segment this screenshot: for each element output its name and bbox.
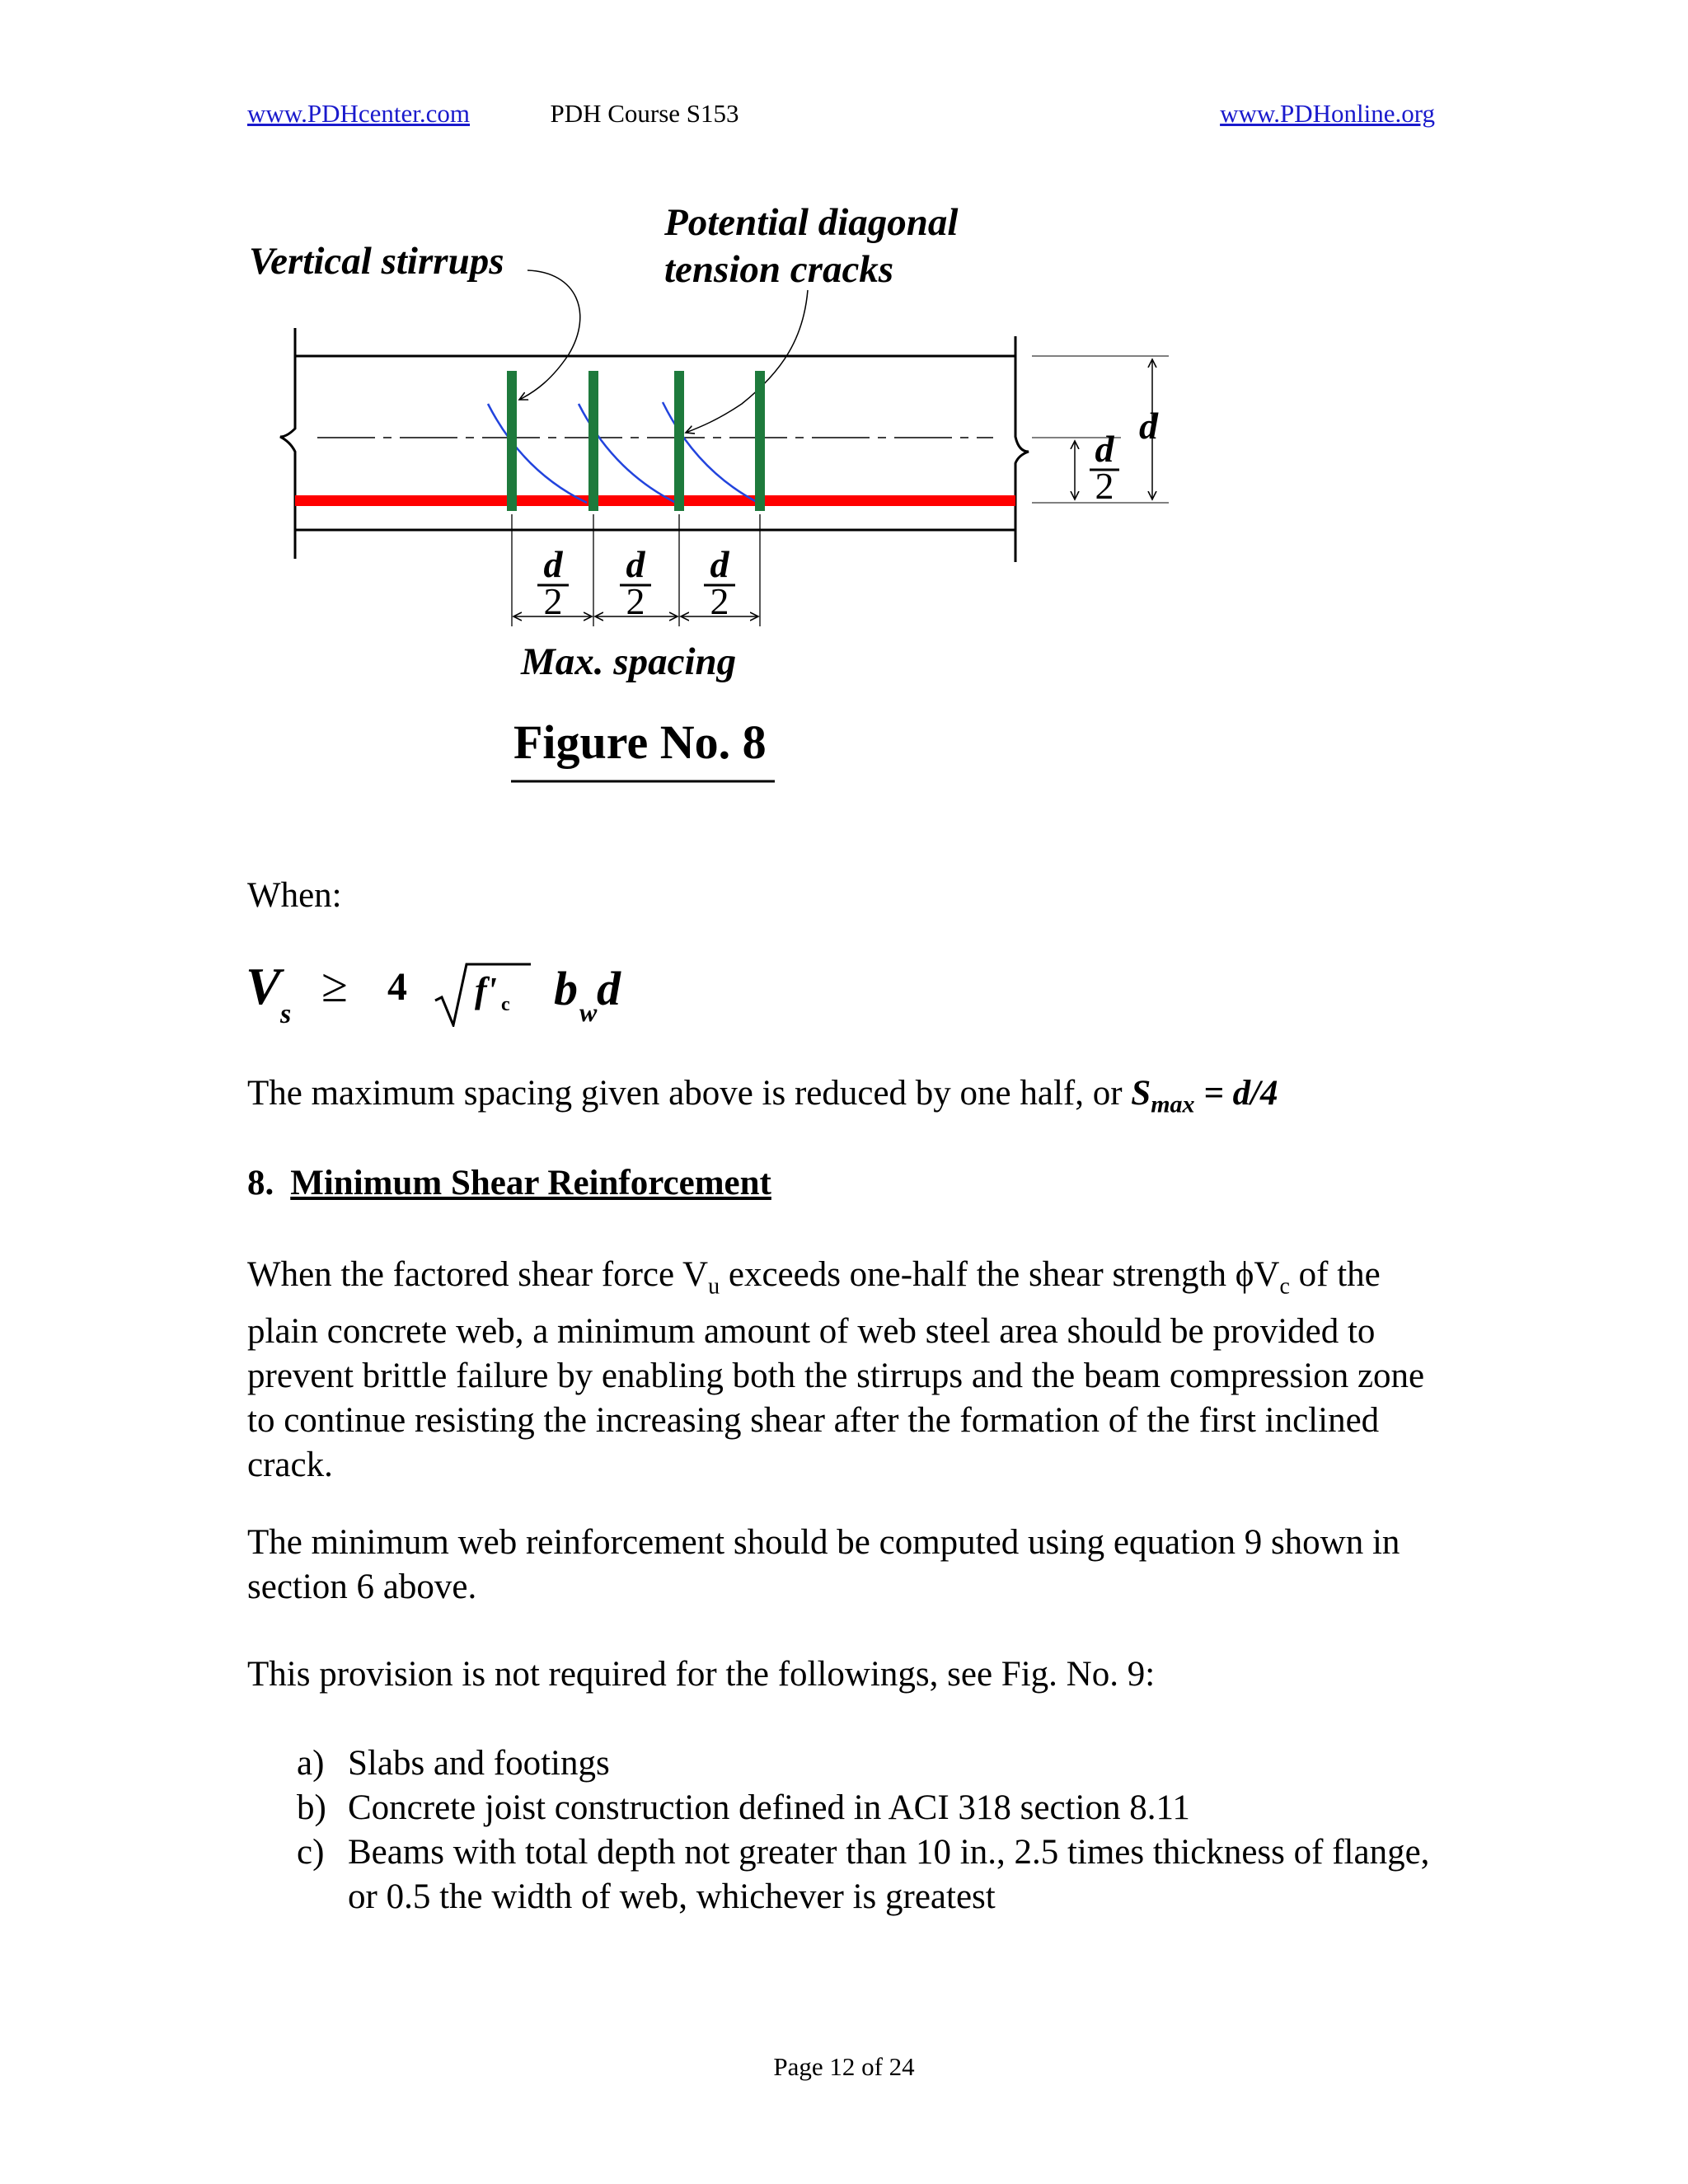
- formula-c-sub: c: [501, 994, 510, 1015]
- list-item: b) Concrete joist construction defined in ACI 318 section 8.11: [297, 1788, 1190, 1827]
- stirrup-2: [588, 371, 598, 511]
- beam-left-break: [280, 328, 295, 559]
- figure-caption: Figure No. 8: [513, 715, 767, 769]
- header-course-title: PDH Course S153: [550, 99, 739, 128]
- formula-V: V: [246, 957, 281, 1015]
- smax-rest: = d/4: [1194, 1074, 1278, 1113]
- spacing-frac-3-num: d: [710, 543, 729, 585]
- depth-frac-num: d: [1095, 428, 1114, 470]
- beam-right-break: [1015, 336, 1029, 562]
- leader-cracks: [686, 290, 808, 433]
- formula-b: b: [554, 962, 578, 1015]
- formula-four: 4: [387, 965, 407, 1009]
- crack-1: [488, 404, 587, 503]
- label-max-spacing: Max. spacing: [521, 640, 737, 683]
- formula-s: s: [280, 999, 292, 1029]
- depth-label-d: d: [1139, 405, 1158, 447]
- max-spacing-paragraph: The maximum spacing given above is reduced by one half, or $S_{max} = d/4$: [247, 1074, 1278, 1118]
- formula-d: d: [597, 962, 621, 1015]
- leader-stirrups: [519, 270, 580, 400]
- smax-S: S: [1131, 1074, 1151, 1113]
- spacing-frac-1-num: d: [543, 543, 563, 585]
- list-item: c) Beams with total depth not greater than 10 in., 2.5 times thickness of flange, or 0.5 the width of web, whichever is greatest: [297, 1833, 1430, 1916]
- smax-sub: max: [1151, 1090, 1195, 1118]
- list-item: a) Slabs and footings: [297, 1744, 610, 1783]
- shear-formula: [246, 956, 740, 1047]
- spacing-frac-1-den: 2: [543, 580, 563, 622]
- paragraph-min-web: The minimum web reinforcement should be computed using equation 9 shown in section 6 above.: [247, 1523, 1400, 1606]
- paragraph-shear-force: When the factored shear force $V_u$ exceeds one-half the shear strength $\phi V_c$ of the plain concrete web, a minimum amount of web steel area should be provided to prevent brittle failure by enabling both the stirrups and the beam compression zone to continue resisting the increasing shear after the formation of the first inclined crack.: [247, 1255, 1425, 1484]
- exceptions-list: [297, 1741, 1467, 1919]
- spacing-frac-3-den: 2: [710, 580, 729, 622]
- section-heading: [247, 1163, 771, 1203]
- paragraph-provision: This provision is not required for the followings, see Fig. No. 9:: [247, 1655, 1156, 1694]
- section-number: 8.: [247, 1164, 274, 1202]
- stirrup-3: [674, 371, 684, 511]
- stirrup-4: [755, 371, 765, 511]
- label-vertical-stirrups: Vertical stirrups: [249, 240, 504, 283]
- label-cracks-line1: Potential diagonal: [664, 201, 959, 244]
- header-link-pdhonline[interactable]: www.PDHonline.org: [1220, 99, 1435, 128]
- section-title: Minimum Shear Reinforcement: [290, 1164, 771, 1202]
- formula-ge: ≥: [321, 958, 348, 1012]
- page-number: Page 12 of 24: [773, 2052, 915, 2081]
- spacing-frac-2-den: 2: [626, 580, 645, 622]
- stirrup-1: [507, 371, 517, 511]
- depth-frac-den: 2: [1095, 465, 1114, 507]
- tension-rebar: [295, 495, 1015, 506]
- when-label: When:: [247, 876, 342, 915]
- beam-stirrup-figure: [0, 0, 1688, 824]
- formula-fc: f': [475, 970, 497, 1010]
- spacing-frac-2-num: d: [626, 543, 645, 585]
- label-cracks-line2: tension cracks: [664, 248, 894, 291]
- header-link-pdhcenter[interactable]: www.PDHcenter.com: [247, 99, 471, 128]
- formula-w-sub: w: [579, 997, 598, 1027]
